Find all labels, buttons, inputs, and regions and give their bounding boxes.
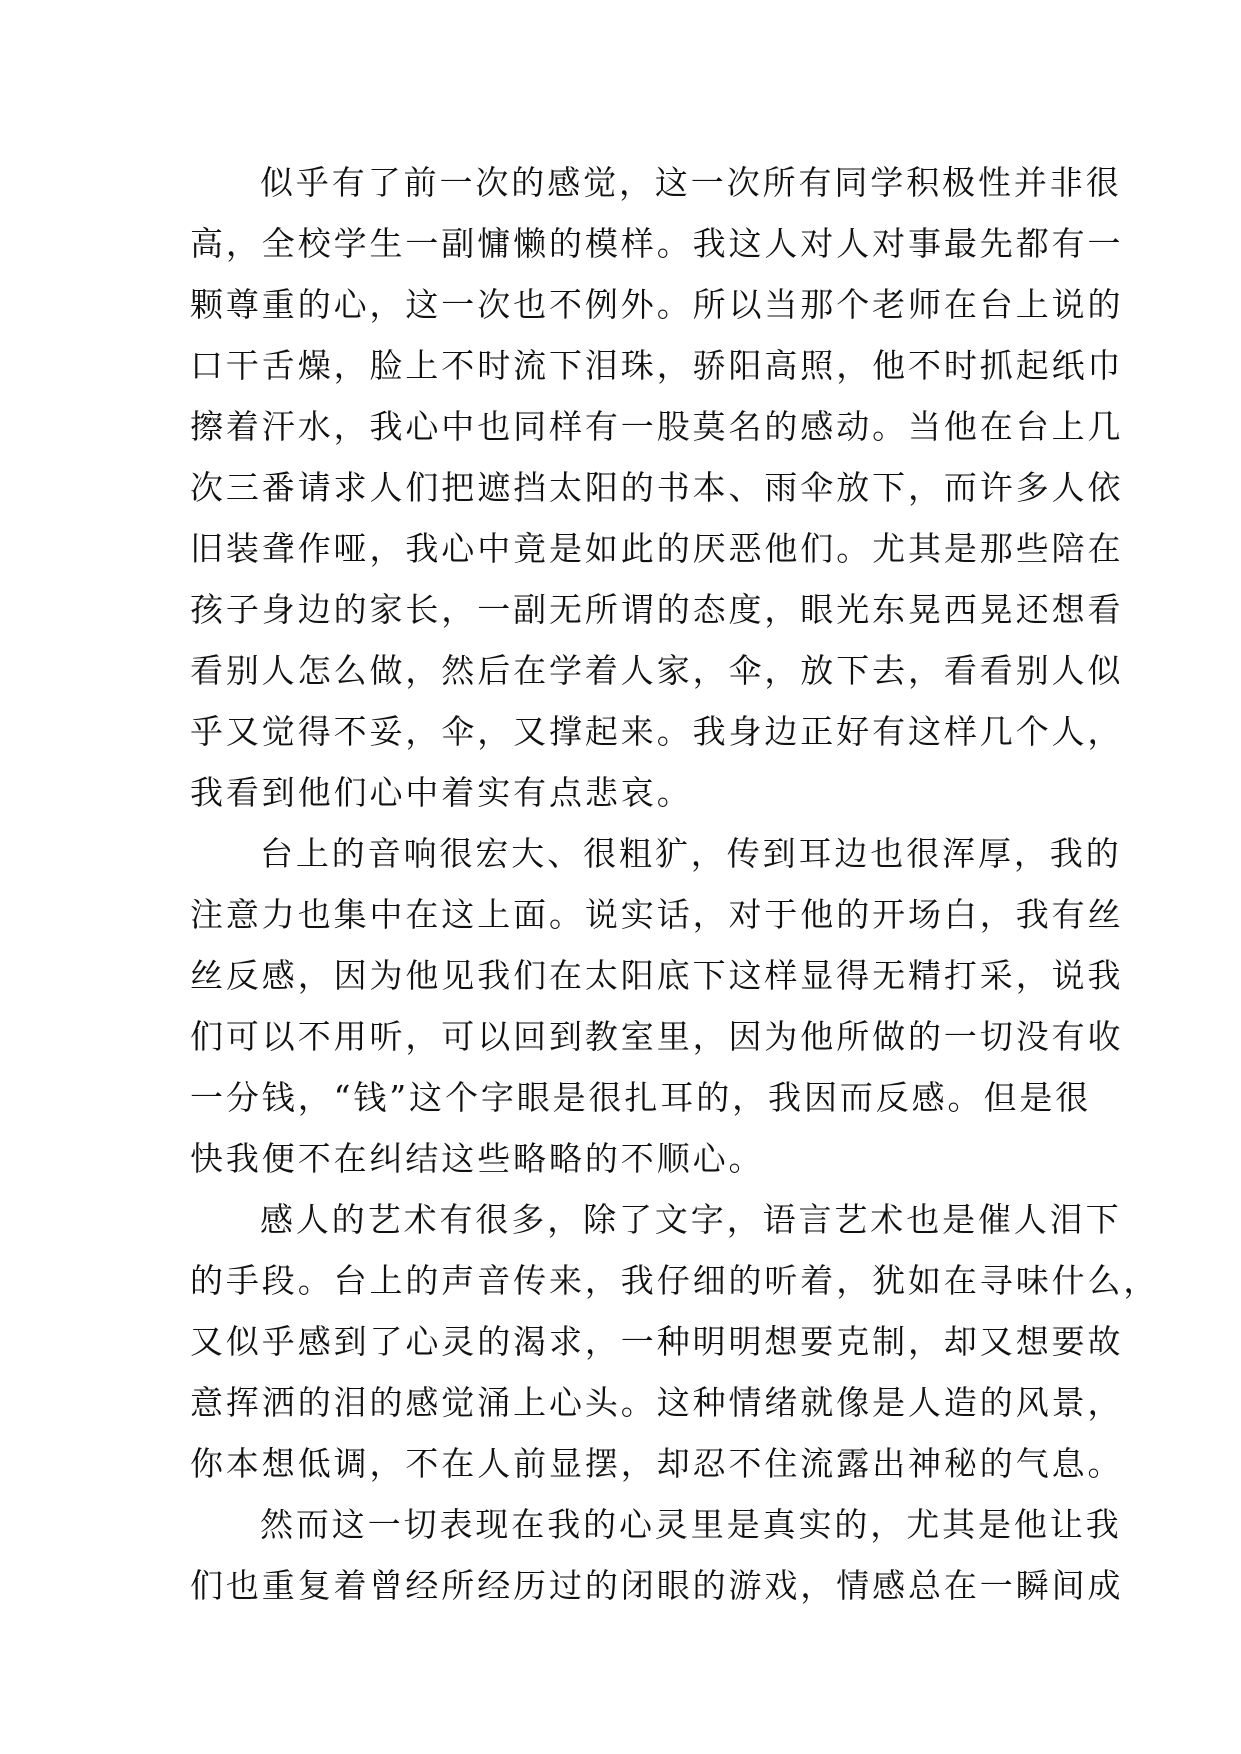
text-line: 颗尊重的心，这一次也不例外。所以当那个老师在台上说的	[190, 285, 1124, 324]
text-line: 高，全校学生一副慵懒的模样。我这人对人对事最先都有一	[190, 224, 1124, 263]
text-line: 似乎有了前一次的感觉，这一次所有同学积极性并非很	[260, 163, 1122, 202]
paragraph	[190, 1189, 1160, 1494]
text-line: 意挥洒的泪的感觉涌上心头。这种情绪就像是人造的风景，	[190, 1383, 1124, 1422]
text-line: 一分钱，“钱”这个字眼是很扎耳的，我因而反感。但是很	[190, 1078, 1092, 1117]
text-line: 注意力也集中在这上面。说实话，对于他的开场白，我有丝	[190, 895, 1124, 934]
text-line: 孩子身边的家长，一副无所谓的态度，眼光东晃西晃还想看	[190, 590, 1124, 629]
text-line: 快我便不在纠结这些略略的不顺心。	[190, 1139, 765, 1178]
text-line: 们可以不用听，可以回到教室里，因为他所做的一切没有收	[190, 1017, 1124, 1056]
text-line: 又似乎感到了心灵的渴求，一种明明想要克制，却又想要故	[190, 1322, 1124, 1361]
document-body	[190, 152, 1160, 1616]
text-line: 然而这一切表现在我的心灵里是真实的，尤其是他让我	[260, 1505, 1122, 1544]
text-line: 次三番请求人们把遮挡太阳的书本、雨伞放下，而许多人依	[190, 468, 1124, 507]
text-line: 你本想低调，不在人前显摆，却忍不住流露出神秘的气息。	[190, 1444, 1124, 1483]
text-line: 感人的艺术有很多，除了文字，语言艺术也是催人泪下	[260, 1200, 1122, 1239]
text-line: 台上的音响很宏大、很粗犷，传到耳边也很浑厚，我的	[260, 834, 1122, 873]
text-line: 乎又觉得不妥，伞，又撑起来。我身边正好有这样几个人，	[190, 712, 1124, 751]
text-line: 的手段。台上的声音传来，我仔细的听着，犹如在寻味什么，	[190, 1261, 1160, 1300]
paragraph	[190, 1494, 1124, 1616]
text-line: 旧装聋作哑，我心中竟是如此的厌恶他们。尤其是那些陪在	[190, 529, 1124, 568]
text-line: 们也重复着曾经所经历过的闭眼的游戏，情感总在一瞬间成	[190, 1566, 1124, 1605]
text-line: 丝反感，因为他见我们在太阳底下这样显得无精打采，说我	[190, 956, 1124, 995]
text-line: 口干舌燥，脸上不时流下泪珠，骄阳高照，他不时抓起纸巾	[190, 346, 1124, 385]
paragraph	[190, 152, 1124, 823]
text-line: 我看到他们心中着实有点悲哀。	[190, 773, 693, 812]
paragraph	[190, 823, 1124, 1189]
text-line: 看别人怎么做，然后在学着人家，伞，放下去，看看别人似	[190, 651, 1124, 690]
text-line: 擦着汗水，我心中也同样有一股莫名的感动。当他在台上几	[190, 407, 1124, 446]
